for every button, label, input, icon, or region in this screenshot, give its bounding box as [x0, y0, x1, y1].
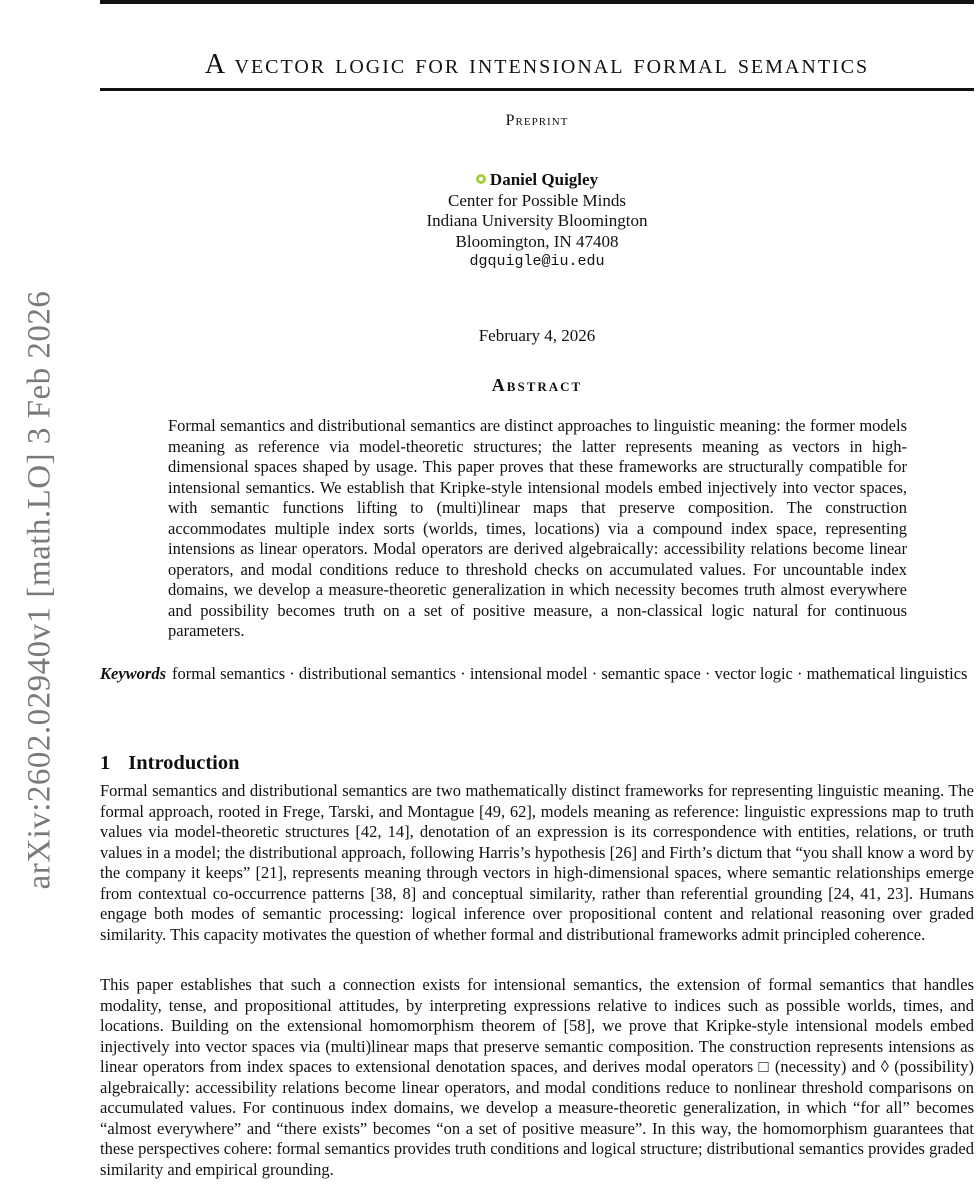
section-heading: [100, 752, 240, 775]
affiliation-line: Center for Possible Minds: [447, 190, 627, 210]
arxiv-sidebar-id[interactable]: arXiv:2602.02940v1 [math.LO] 3 Feb 2026: [21, 290, 58, 890]
title-rule-bottom: [100, 88, 974, 91]
section-title: Introduction: [128, 752, 240, 774]
body-paragraph: Formal semantics and distributional semantics are two mathematically distinct frameworks for representing linguistic meaning. The formal approach, rooted in Frege, Tarski, and Montague [49, 62], models meaning as reference: linguistic expressions map to truth values via model-theoretic structures [42, 14], denotation of an expression is its correspondence with entities, relations, or truth values in a model; the distributional approach, following Harris’s hypothesis [26] and Firth’s dictum that “you shall know a word by the company it keeps” [21], represents meaning through vectors in high-dimensional spaces, where semantic relationships emerge from contextual co-occurrence patterns [38, 8] and conceptual similarity, rather than referential grounding [24, 41, 23]. Humans engage both modes of semantic processing: logical inference over propositional content and relational reasoning over graded similarity. This capacity motivates the question of whether formal and distributional frameworks admit principled coherence.: [100, 781, 974, 944]
orcid-icon[interactable]: [476, 174, 486, 184]
body-paragraph: This paper establishes that such a connection exists for intensional semantics, the extension of formal semantics that handles modality, tense, and propositional attitudes, by interpreting expressions relative to indices such as possible worlds, times, and locations. Building on the extensional homomorphism theorem of [58], we prove that Kripke-style intensional models embed injectively into vector spaces via (multi)linear maps that preserve semantic composition. The construction represents intensions as linear operators from index spaces to extensional denotation spaces, and derives modal operators □ (necessity) and ◊ (possibility) algebraically: accessibility relations become linear operators, and modal conditions reduce to nonlinear threshold comparisons on accumulated values. For continuous index domains, we develop a measure-theoretic generalization, in which “for all” becomes “almost everywhere” and “there exists” becomes “on a set of positive measure”. In this way, the homomorphism guarantees that these perspectives cohere: formal semantics provides truth conditions and logical structure; distributional semantics provides graded similarity and empirical grounding.: [100, 975, 974, 1179]
author-email[interactable]: dgquigle@iu.edu: [469, 253, 605, 270]
paper-title: A vector logic for intensional formal semantics: [204, 48, 870, 80]
affiliation-line: Bloomington, IN 47408: [455, 231, 619, 251]
author-block: [100, 170, 974, 273]
publication-date: February 4, 2026: [478, 326, 596, 345]
keywords-list: formal semantics · distributional semantics · intensional model · semantic space · vector logic · mathematical linguistics: [172, 664, 968, 683]
title-rule-top: [100, 0, 974, 4]
section-number: 1: [100, 752, 111, 774]
abstract-heading: Abstract: [491, 375, 583, 395]
affiliation-line: Indiana University Bloomington: [426, 211, 648, 230]
keywords-label: Keywords: [100, 664, 166, 683]
author-name: Daniel Quigley: [489, 170, 599, 189]
abstract-text: Formal semantics and distributional semantics are distinct approaches to linguistic meaning: the former models meaning as reference via model-theoretic structures; the latter represents meaning as vectors in high-dimensional spaces shaped by usage. This paper proves that these frameworks are structurally compatible for intensional semantics. We establish that Kripke-style intensional models embed injectively into vector spaces, with semantic functions lifting to (multi)linear maps that preserve composition. The construction accommodates multiple index sorts (worlds, times, locations) via a compound index space, representing intensions as linear operators. Modal operators are derived algebraically: accessibility relations become linear operators, and modal conditions reduce to threshold checks on accumulated values. For uncountable index domains, we develop a measure-theoretic generalization in which necessity becomes truth almost everywhere and possibility becomes truth on a set of positive measure, a non-classical logic natural for continuous parameters.: [168, 416, 907, 640]
keywords-block: [100, 664, 974, 685]
preprint-label: Preprint: [505, 112, 569, 129]
author-line: [100, 170, 974, 191]
